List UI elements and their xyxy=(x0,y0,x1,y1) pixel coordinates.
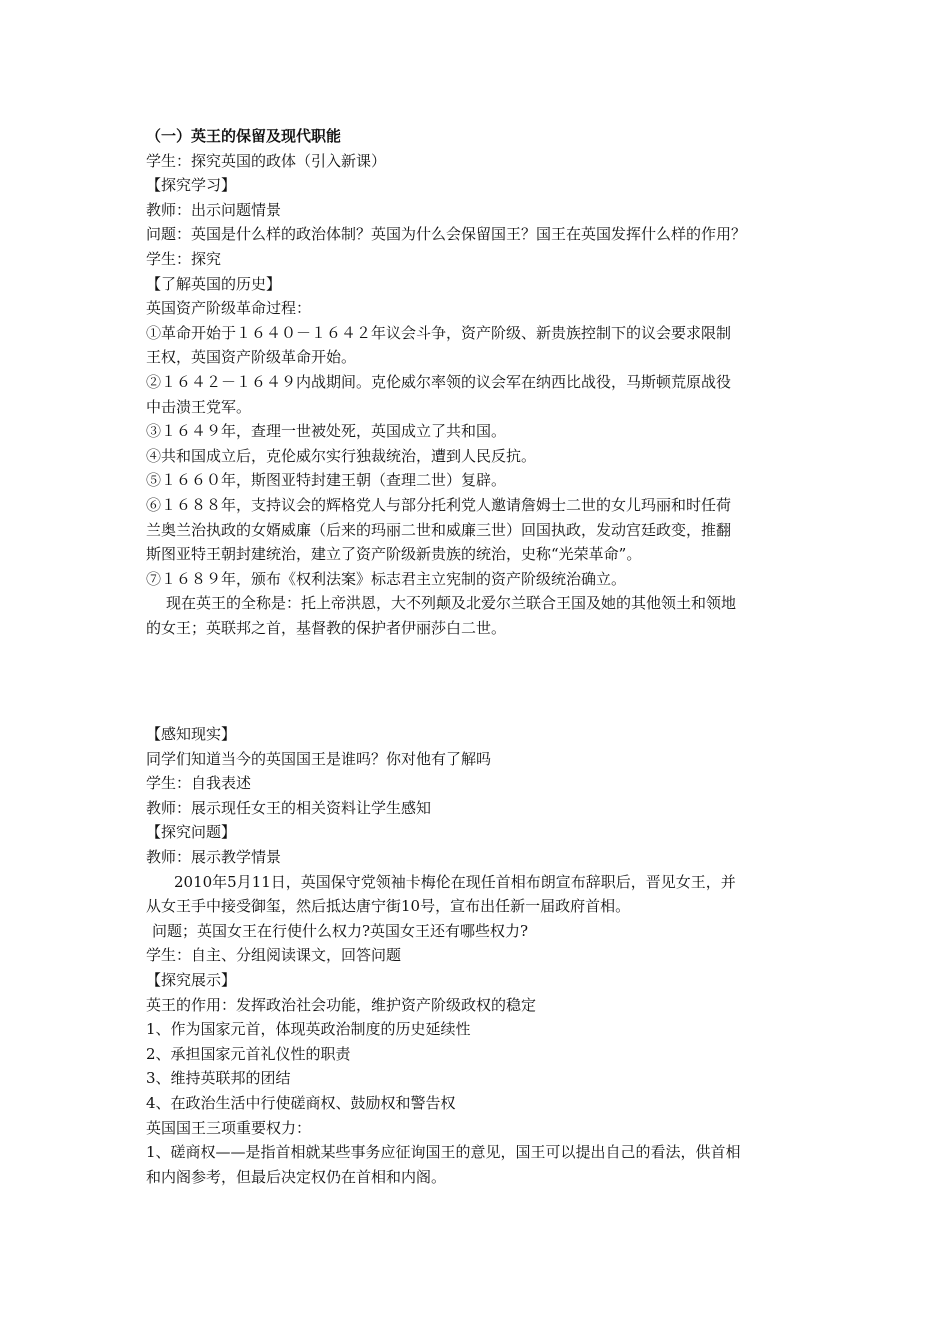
paragraph-line: 的女王；英联邦之首，基督教的保护者伊丽莎白二世。 xyxy=(146,618,507,637)
text-line: 教师：展示教学情景 xyxy=(146,847,282,866)
paragraph-line: 现在英王的全称是：托上帝洪恩，大不列颠及北爱尔兰联合王国及她的其他领土和领地 xyxy=(166,594,737,613)
text-line: 学生：自我表述 xyxy=(146,774,252,793)
text-line: ②１６４２－１６４９内战期间。克伦威尔率领的议会军在纳西比战役，马斯顿荒原战役 xyxy=(146,372,732,391)
text-line: 学生：自主、分组阅读课文，回答问题 xyxy=(146,946,402,965)
text-line: ③１６４９年，查理一世被处死，英国成立了共和国。 xyxy=(146,422,507,441)
text-line: 和内阁参考，但最后决定权仍在首相和内阁。 xyxy=(146,1167,447,1186)
text-line: 学生：探究英国的政体（引入新课） xyxy=(146,151,387,170)
text-line: 英王的作用：发挥政治社会功能，维护资产阶级政权的稳定 xyxy=(146,995,537,1014)
text-line: ①革命开始于１６４０－１６４２年议会斗争，资产阶级、新贵族控制下的议会要求限制 xyxy=(146,323,732,342)
text-line: 兰奥兰治执政的女婿威廉（后来的玛丽二世和威廉三世）回国执政，发动宫廷政变，推翻 xyxy=(146,520,732,539)
text-line: 教师：出示问题情景 xyxy=(146,200,282,219)
news-line: 2010年5月11日，英国保守党领袖卡梅伦在现任首相布朗宣布辞职后，晋见女王，并 xyxy=(174,872,736,891)
text-line: 学生：探究 xyxy=(146,249,222,268)
text-line: ⑤１６６０年，斯图亚特封建王朝（查理二世）复辟。 xyxy=(146,471,507,490)
text-line: 斯图亚特王朝封建统治，建立了资产阶级新贵族的统治，史称“光荣革命”。 xyxy=(146,545,642,564)
section-title: （一）英王的保留及现代职能 xyxy=(146,127,342,145)
text-line: 1、磋商权——是指首相就某些事务应征询国王的意见，国王可以提出自己的看法，供首相 xyxy=(146,1143,741,1162)
question-line: 问题；英国女王在行使什么权力?英国女王还有哪些权力? xyxy=(152,921,529,940)
text-line: 【探究学习】 xyxy=(146,176,237,195)
text-line: 英国资产阶级革命过程： xyxy=(146,299,312,318)
text-line: 【感知现实】 xyxy=(146,725,237,743)
text-line: 王权，英国资产阶级革命开始。 xyxy=(146,348,357,367)
text-line: 英国国王三项重要权力： xyxy=(146,1118,312,1137)
text-line: 【探究展示】 xyxy=(146,970,237,989)
text-line: ④共和国成立后，克伦威尔实行独裁统治，遭到人民反抗。 xyxy=(146,446,537,465)
text-line: 【了解英国的历史】 xyxy=(146,274,282,293)
text-line: 3、维持英联邦的团结 xyxy=(146,1069,291,1088)
text-line: 4、在政治生活中行使磋商权、鼓励权和警告权 xyxy=(146,1093,456,1112)
text-line: 中击溃王党军。 xyxy=(146,397,252,416)
text-line: 【探究问题】 xyxy=(146,823,237,842)
text-line: 1、作为国家元首，体现英政治制度的历史延续性 xyxy=(146,1020,471,1039)
news-line: 从女王手中接受御玺，然后抵达唐宁街10号，宣布出任新一届政府首相。 xyxy=(146,897,631,916)
section-reality xyxy=(146,722,812,1189)
text-line: ⑦１６８９年，颁布《权利法案》标志君主立宪制的资产阶级统治确立。 xyxy=(146,569,627,588)
text-line: ⑥１６８８年，支持议会的辉格党人与部分托利党人邀请詹姆士二世的女儿玛丽和时任荷 xyxy=(146,495,732,514)
text-line: 同学们知道当今的英国国王是谁吗？你对他有了解吗 xyxy=(146,749,492,768)
section-history xyxy=(146,124,812,640)
text-line: 问题：英国是什么样的政治体制？英国为什么会保留国王？国王在英国发挥什么样的作用？ xyxy=(146,225,747,244)
text-line: 2、承担国家元首礼仪性的职责 xyxy=(146,1044,351,1063)
text-line: 教师：展示现任女王的相关资料让学生感知 xyxy=(146,798,432,817)
